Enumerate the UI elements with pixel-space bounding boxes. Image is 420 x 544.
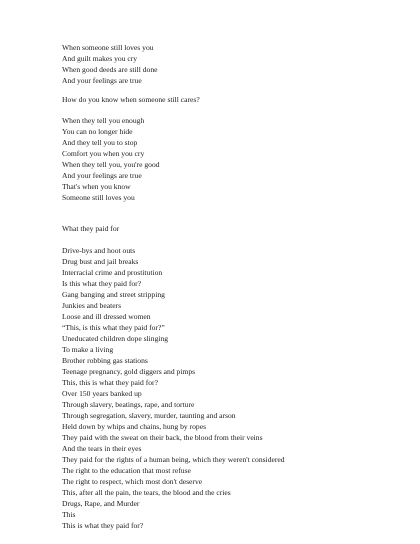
poem-line: Loose and ill dressed women [62, 312, 151, 321]
poem-line: To make a living [62, 345, 114, 354]
poem-line: Held down by whips and chains, hung by ropes [62, 422, 207, 431]
poem-line: When they tell you, you're good [62, 160, 160, 169]
poem-line: This, after all the pain, the tears, the blood and the cries [62, 488, 231, 497]
poem1-question: How do you know when someone still cares? [62, 95, 200, 104]
poem-line: This is what they paid for? [62, 521, 144, 530]
poem-line: They paid with the sweat on their back, the blood from their veins [62, 433, 263, 442]
poem-line: Gang banging and street stripping [62, 290, 165, 299]
poem-line: Interracial crime and prostitution [62, 268, 163, 277]
poem-line: Drugs, Rape, and Murder [62, 499, 140, 508]
poem-line: Through slavery, beatings, rape, and torture [62, 400, 195, 409]
poem-line: Teenage pregnancy, gold diggers and pimps [62, 367, 196, 376]
poem-line: When they tell you enough [62, 116, 145, 125]
poem-line: Junkies and beaters [62, 301, 122, 310]
poem-line: This, this is what they paid for? [62, 378, 158, 387]
poem-line: And guilt makes you cry [62, 54, 138, 63]
poem-line: Over 150 years banked up [62, 389, 142, 398]
poem-line: The right to the education that most refuse [62, 466, 191, 475]
poem-line: Drive-bys and hoot outs [62, 246, 136, 255]
poem-line: This [62, 510, 76, 519]
poem-line: “This, is this what they paid for?” [62, 323, 165, 332]
poem-line: Is this what they paid for? [62, 279, 142, 288]
poem-line: Comfort you when you cry [62, 149, 145, 158]
poem-line: And the tears in their eyes [62, 444, 142, 453]
poem1-stanza2 [62, 115, 160, 203]
poem-line: That's when you know [62, 182, 131, 191]
poem-line: Drug bust and jail breaks [62, 257, 139, 266]
poem-line: The right to respect, which most don't deserve [62, 477, 203, 486]
poem2-title: What they paid for [62, 224, 120, 233]
poem-line: Uneducated children dope slinging [62, 334, 169, 343]
poem-line: And they tell you to stop [62, 138, 138, 147]
poem-line: When good deeds are still done [62, 65, 158, 74]
poem-line: And your feelings are true [62, 171, 142, 180]
poem2-stanza [62, 245, 285, 531]
poem-line: They paid for the rights of a human being, which they weren't considered [62, 455, 285, 464]
poem-line: You can no longer hide [62, 127, 133, 136]
poem-line: And your feelings are true [62, 76, 142, 85]
poem-line: Brother robbing gas stations [62, 356, 148, 365]
poem-line: Someone still loves you [62, 193, 135, 202]
poem1-stanza1 [62, 42, 158, 86]
poem-line: Through segregation, slavery, murder, taunting and arson [62, 411, 236, 420]
poem-line: When someone still loves you [62, 43, 154, 52]
